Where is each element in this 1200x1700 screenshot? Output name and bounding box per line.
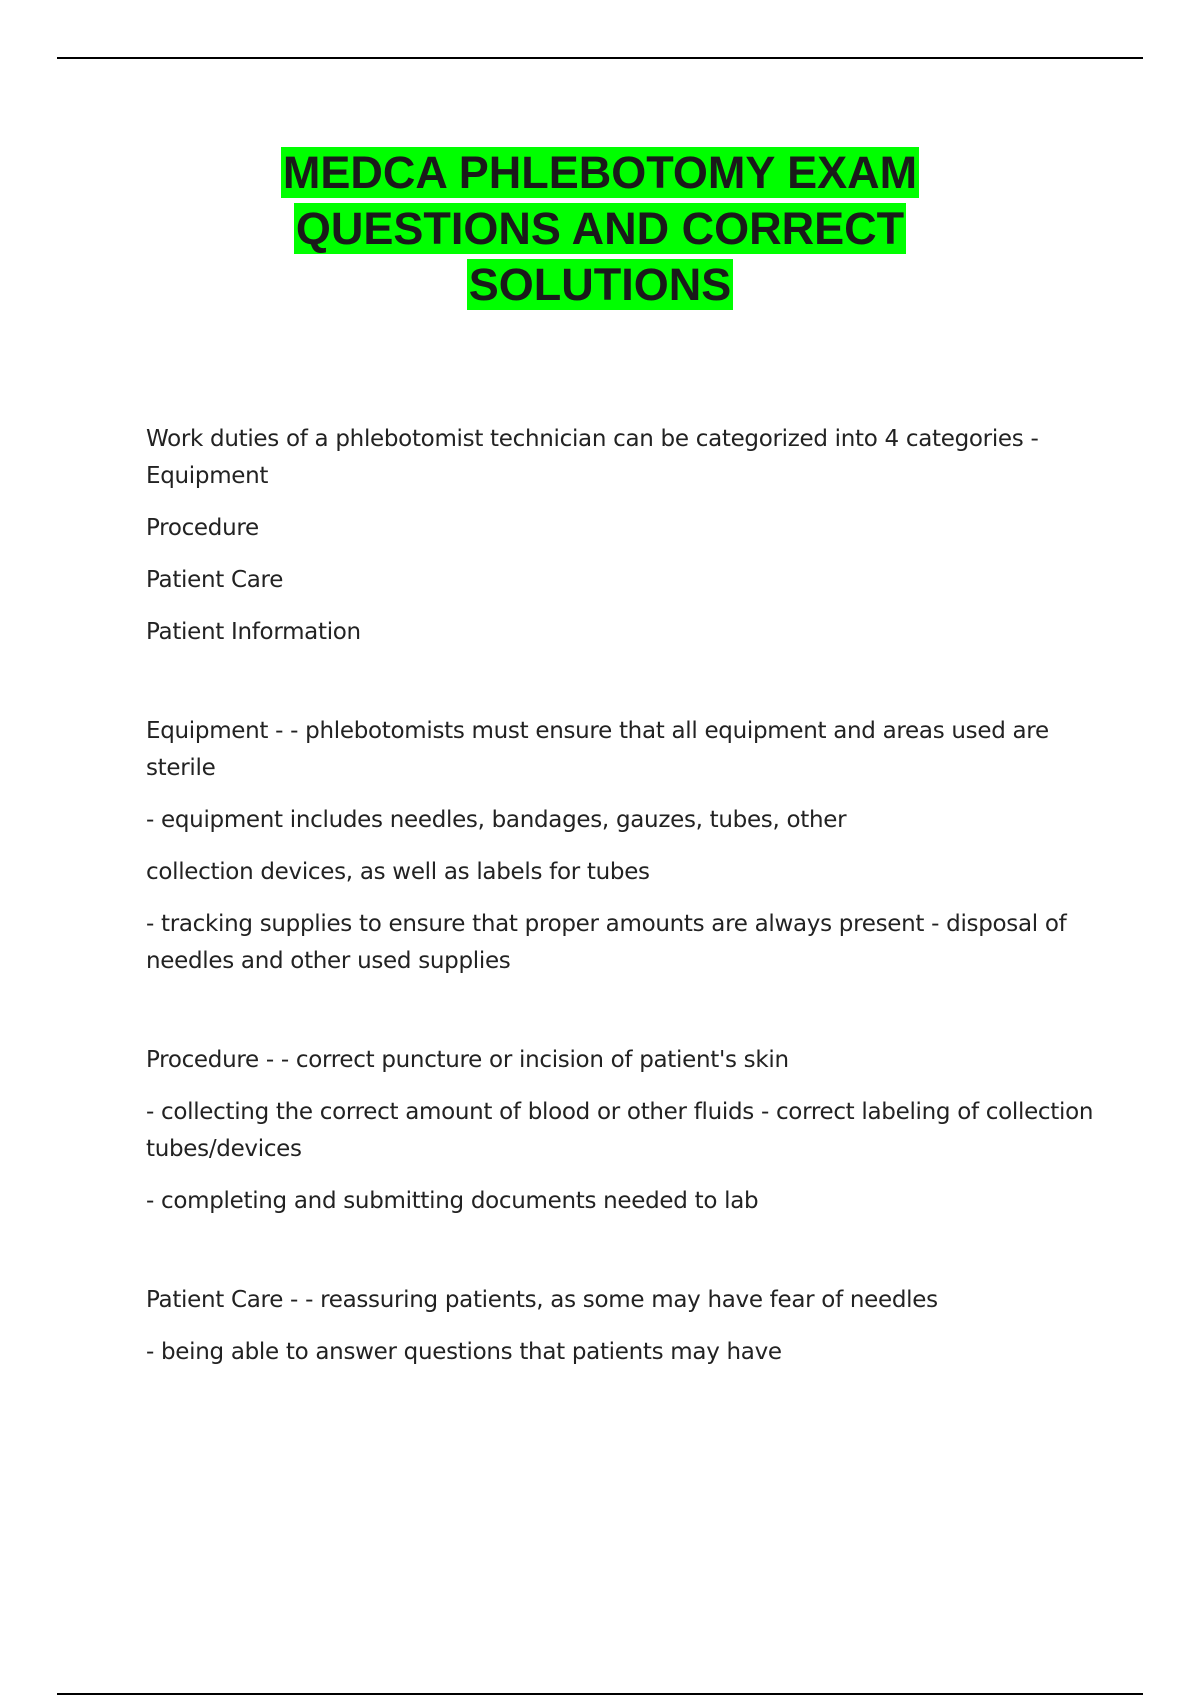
header-rule [57, 57, 1143, 59]
document-body [146, 421, 1096, 1433]
paragraph: Equipment - - phlebotomists must ensure that all equipment and areas used are sterile [146, 718, 1049, 781]
paragraph: Procedure [146, 515, 259, 541]
footer-rule [57, 1693, 1143, 1695]
paragraph: - completing and submitting documents needed to lab [146, 1188, 759, 1214]
section-equipment [146, 713, 1096, 980]
paragraph: - collecting the correct amount of blood or other fluids - correct labeling of collection tubes/devices [146, 1099, 1094, 1162]
document-title [150, 145, 1050, 313]
title-line-1: MEDCA PHLEBOTOMY EXAM [282, 147, 918, 198]
paragraph: Patient Care [146, 567, 284, 593]
section-patient-care [146, 1282, 1096, 1371]
section-work-duties [146, 421, 1096, 651]
section-procedure [146, 1042, 1096, 1220]
paragraph: collection devices, as well as labels for tubes [146, 859, 650, 885]
paragraph: - being able to answer questions that patients may have [146, 1339, 782, 1365]
paragraph: - equipment includes needles, bandages, gauzes, tubes, other [146, 807, 847, 833]
paragraph: Work duties of a phlebotomist technician can be categorized into 4 categories - Equipment [146, 426, 1039, 489]
paragraph: Patient Care - - reassuring patients, as some may have fear of needles [146, 1287, 938, 1313]
title-line-2: QUESTIONS AND CORRECT [295, 203, 905, 254]
paragraph: - tracking supplies to ensure that proper amounts are always present - disposal of needles and other used supplies [146, 911, 1067, 974]
paragraph: Patient Information [146, 619, 361, 645]
paragraph: Procedure - - correct puncture or incision of patient's skin [146, 1047, 789, 1073]
title-line-3: SOLUTIONS [468, 259, 732, 310]
